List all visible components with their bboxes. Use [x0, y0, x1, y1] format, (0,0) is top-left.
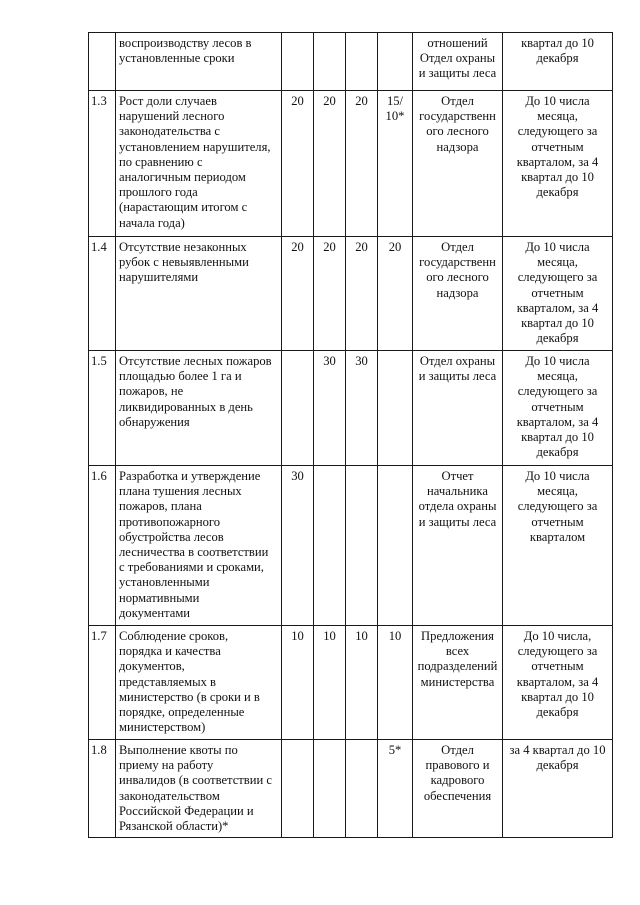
value-cell: 10: [282, 626, 314, 740]
source-cell: Отдел правового и кадрового обеспечения: [413, 740, 503, 838]
row-number: 1.7: [89, 626, 116, 740]
value-cell: [346, 33, 378, 91]
indicators-table: [88, 32, 613, 838]
indicator-name: Рост доли случаев нарушений лесного законодательства с установлением нарушителя, по сравнению с аналогичным периодом прошлого года (нарастающим итогом с начала года): [116, 91, 282, 237]
deadline-cell: квартал до 10 декабря: [503, 33, 613, 91]
value-cell: 20: [282, 91, 314, 237]
source-cell: Отдел государственн ого лесного надзора: [413, 91, 503, 237]
value-cell: 10: [314, 626, 346, 740]
value-cell: [378, 466, 413, 626]
value-cell: [378, 33, 413, 91]
value-cell: [314, 740, 346, 838]
indicator-name: Разработка и утверждение плана тушения лесных пожаров, плана противопожарного обустройства лесов лесничества в соответствии с требованиями и сроками, установленными нормативными документами: [116, 466, 282, 626]
indicator-name: Выполнение квоты по приему на работу инвалидов (в соответствии с законодательством Российской Федерации и Рязанской области)*: [116, 740, 282, 838]
indicator-name: Соблюдение сроков, порядка и качества документов, представляемых в министерство (в сроки и в порядке, определенные министерством): [116, 626, 282, 740]
deadline-cell: за 4 квартал до 10 декабря: [503, 740, 613, 838]
source-cell: отношений Отдел охраны и защиты леса: [413, 33, 503, 91]
value-cell: [314, 33, 346, 91]
table-row: [89, 351, 613, 466]
table-row: [89, 740, 613, 838]
value-cell: [282, 351, 314, 466]
table-row: [89, 626, 613, 740]
indicator-name: Отсутствие незаконных рубок с невыявленными нарушителями: [116, 237, 282, 351]
value-cell: [282, 740, 314, 838]
value-cell: 30: [346, 351, 378, 466]
table-row: [89, 91, 613, 237]
value-cell: [346, 740, 378, 838]
source-cell: Отдел охраны и защиты леса: [413, 351, 503, 466]
row-number: 1.5: [89, 351, 116, 466]
value-cell: 20: [282, 237, 314, 351]
row-number: 1.6: [89, 466, 116, 626]
deadline-cell: До 10 числа месяца, следующего за отчетным кварталом: [503, 466, 613, 626]
table-row: [89, 33, 613, 91]
indicator-name: воспроизводству лесов в установленные сроки: [116, 33, 282, 91]
table-row: [89, 237, 613, 351]
value-cell: 5*: [378, 740, 413, 838]
value-cell: 15/ 10*: [378, 91, 413, 237]
value-cell: 30: [282, 466, 314, 626]
value-cell: 20: [378, 237, 413, 351]
row-number: [89, 33, 116, 91]
value-cell: 10: [378, 626, 413, 740]
deadline-cell: До 10 числа месяца, следующего за отчетным кварталом, за 4 квартал до 10 декабря: [503, 237, 613, 351]
row-number: 1.4: [89, 237, 116, 351]
deadline-cell: До 10 числа месяца, следующего за отчетным кварталом, за 4 квартал до 10 декабря: [503, 351, 613, 466]
row-number: 1.8: [89, 740, 116, 838]
value-cell: 20: [314, 91, 346, 237]
value-cell: [378, 351, 413, 466]
row-number: 1.3: [89, 91, 116, 237]
value-cell: 10: [346, 626, 378, 740]
value-cell: [314, 466, 346, 626]
value-cell: [282, 33, 314, 91]
value-cell: 20: [346, 91, 378, 237]
deadline-cell: До 10 числа месяца, следующего за отчетным кварталом, за 4 квартал до 10 декабря: [503, 91, 613, 237]
indicator-name: Отсутствие лесных пожаров площадью более 1 га и пожаров, не ликвидированных в день обнаружения: [116, 351, 282, 466]
source-cell: Отдел государственн ого лесного надзора: [413, 237, 503, 351]
deadline-cell: До 10 числа, следующего за отчетным кварталом, за 4 квартал до 10 декабря: [503, 626, 613, 740]
table-row: [89, 466, 613, 626]
value-cell: [346, 466, 378, 626]
value-cell: 30: [314, 351, 346, 466]
source-cell: Предложения всех подразделений министерства: [413, 626, 503, 740]
value-cell: 20: [346, 237, 378, 351]
value-cell: 20: [314, 237, 346, 351]
source-cell: Отчет начальника отдела охраны и защиты леса: [413, 466, 503, 626]
